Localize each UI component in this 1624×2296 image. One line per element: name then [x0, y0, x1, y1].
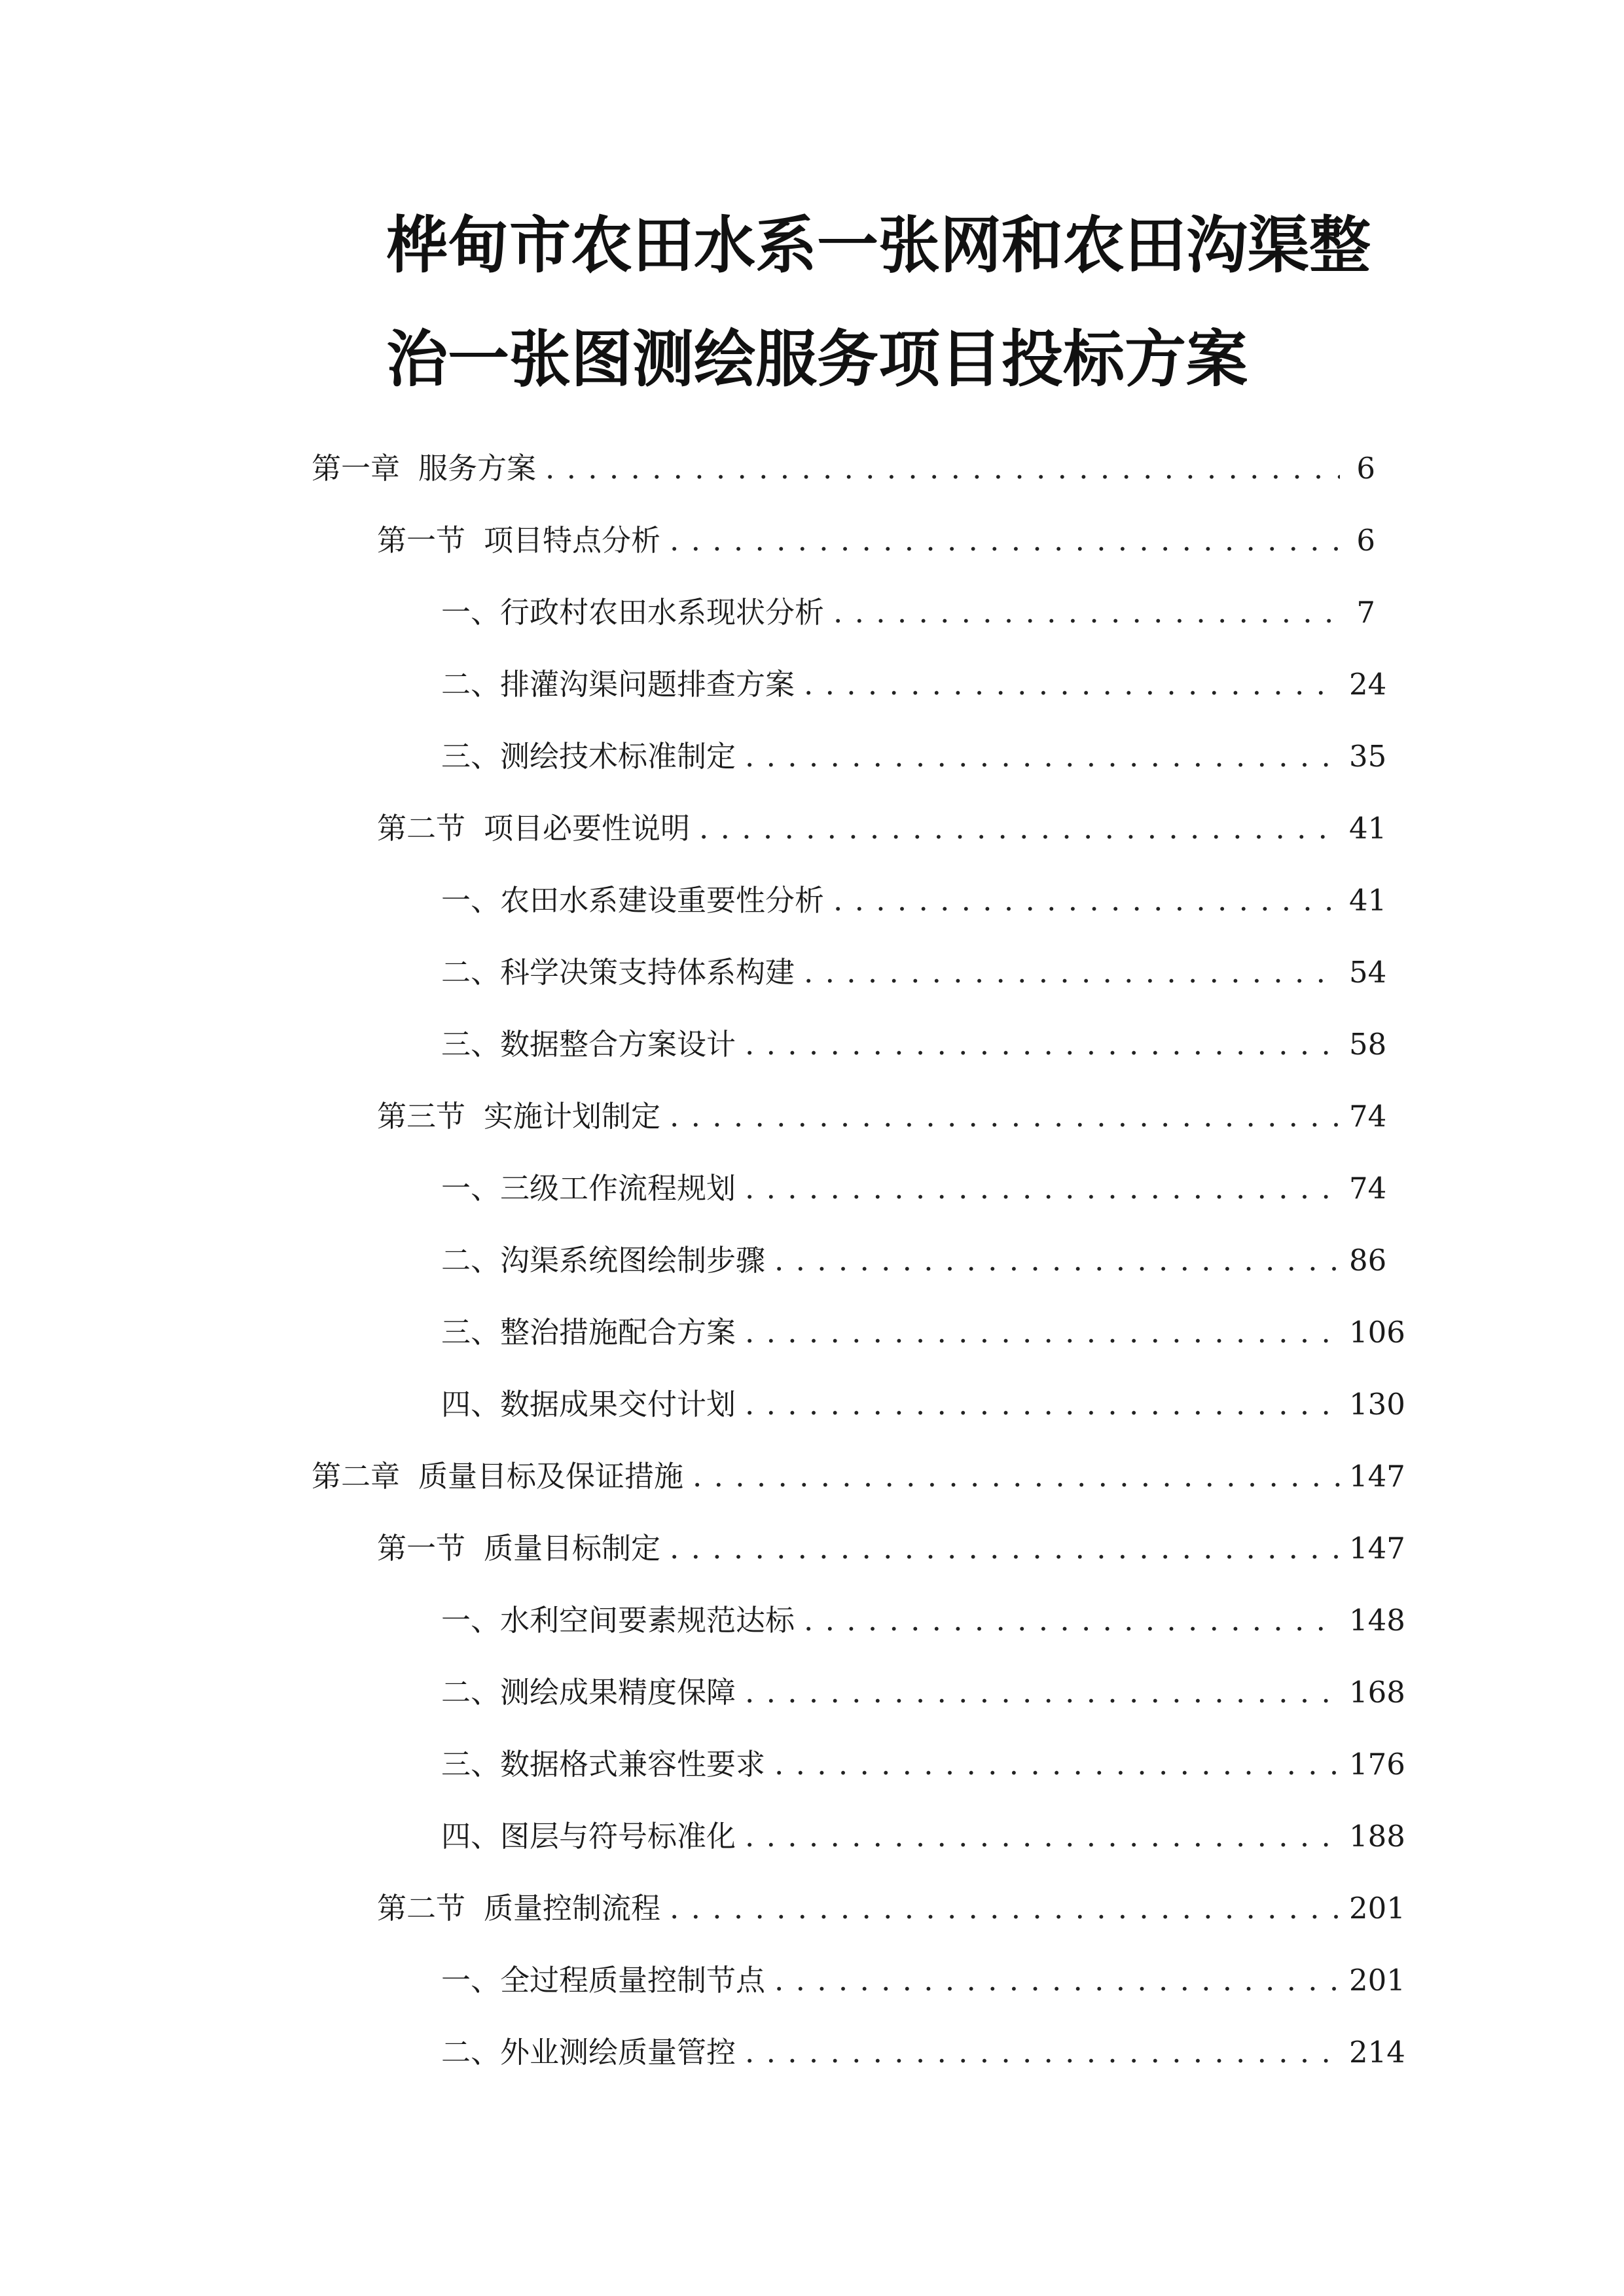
toc-entry-page: 130 — [1349, 1387, 1405, 1422]
toc-dot-leader — [670, 1528, 1340, 1570]
toc-entry-label: 水利空间要素规范达标 — [500, 1603, 795, 1638]
toc-entry-number: 三、 — [441, 1027, 501, 1062]
toc-entry-page: 7 — [1356, 595, 1375, 630]
toc-entry-number: 第二节 — [377, 811, 466, 846]
toc-entry-subsection[interactable] — [441, 1240, 1387, 1282]
toc-entry-label: 实施计划制定 — [484, 1099, 661, 1134]
toc-entry-label: 行政村农田水系现状分析 — [500, 595, 825, 630]
toc-entry-page: 74 — [1349, 1171, 1387, 1206]
toc-dot-leader — [804, 1600, 1340, 1641]
toc-entry-number: 第一节 — [377, 1531, 466, 1566]
toc-dot-leader — [699, 808, 1340, 850]
toc-entry-subsection[interactable] — [441, 1744, 1405, 1785]
toc-entry-label: 整治措施配合方案 — [500, 1315, 736, 1350]
toc-entry-number: 第一章 — [312, 451, 401, 486]
toc-entry-number: 二、 — [441, 667, 501, 702]
toc-entry-subsection[interactable] — [441, 1672, 1405, 1713]
toc-entry-page: 6 — [1356, 523, 1375, 558]
toc-entry-page: 148 — [1349, 1603, 1405, 1638]
toc-entry-page: 168 — [1349, 1675, 1405, 1710]
toc-entry-subsection[interactable] — [441, 1816, 1405, 1857]
toc-entry-page: 41 — [1349, 883, 1387, 918]
toc-entry-page: 24 — [1349, 667, 1387, 702]
toc-dot-leader — [745, 736, 1340, 778]
toc-entry-page: 147 — [1349, 1531, 1405, 1566]
toc-entry-page: 147 — [1349, 1459, 1405, 1494]
toc-entry-chapter[interactable] — [312, 1456, 1405, 1498]
toc-entry-subsection[interactable] — [441, 952, 1387, 994]
toc-entry-number: 第一节 — [377, 523, 466, 558]
toc-entry-section[interactable] — [377, 1096, 1387, 1138]
toc-entry-page: 214 — [1349, 2035, 1405, 2070]
toc-dot-leader — [804, 952, 1340, 994]
toc-entry-label: 科学决策支持体系构建 — [500, 955, 795, 990]
toc-entry-number: 一、 — [441, 595, 501, 630]
toc-entry-chapter[interactable] — [312, 448, 1375, 490]
toc-entry-number: 二、 — [441, 2035, 501, 2070]
toc-dot-leader — [833, 880, 1340, 922]
toc-entry-number: 二、 — [441, 1243, 501, 1278]
toc-entry-number: 二、 — [441, 955, 501, 990]
toc-entry-label: 数据成果交付计划 — [500, 1387, 736, 1422]
toc-entry-number: 第三节 — [377, 1099, 466, 1134]
toc-entry-subsection[interactable] — [441, 592, 1375, 634]
toc-dot-leader — [670, 1096, 1340, 1138]
toc-entry-page: 176 — [1349, 1747, 1405, 1782]
toc-entry-label: 农田水系建设重要性分析 — [500, 883, 825, 918]
toc-dot-leader — [693, 1456, 1340, 1498]
toc-entry-label: 数据格式兼容性要求 — [500, 1747, 766, 1782]
toc-entry-subsection[interactable] — [441, 2032, 1405, 2073]
toc-entry-section[interactable] — [377, 1888, 1405, 1929]
toc-dot-leader — [745, 1312, 1340, 1354]
toc-dot-leader — [833, 592, 1340, 634]
toc-entry-number: 一、 — [441, 1603, 501, 1638]
toc-entry-label: 沟渠系统图绘制步骤 — [500, 1243, 766, 1278]
toc-entry-number: 三、 — [441, 1315, 501, 1350]
toc-dot-leader — [670, 1888, 1340, 1929]
document-title-line-2: 治一张图测绘服务项目投标方案 — [386, 324, 1248, 395]
toc-entry-subsection[interactable] — [441, 1024, 1387, 1066]
toc-entry-label: 全过程质量控制节点 — [500, 1963, 766, 1998]
toc-entry-label: 服务方案 — [418, 451, 537, 486]
toc-entry-number: 一、 — [441, 883, 501, 918]
toc-entry-number: 第二节 — [377, 1891, 466, 1926]
toc-entry-subsection[interactable] — [441, 880, 1387, 922]
toc-entry-number: 第二章 — [312, 1459, 401, 1494]
toc-dot-leader — [774, 1960, 1340, 2001]
toc-entry-subsection[interactable] — [441, 1960, 1405, 2001]
toc-entry-label: 数据整合方案设计 — [500, 1027, 736, 1062]
toc-entry-subsection[interactable] — [441, 1384, 1405, 1426]
toc-dot-leader — [670, 520, 1340, 562]
toc-entry-label: 外业测绘质量管控 — [500, 2035, 736, 2070]
toc-entry-page: 188 — [1349, 1819, 1405, 1854]
toc-entry-number: 四、 — [441, 1819, 501, 1854]
toc-entry-subsection[interactable] — [441, 1168, 1387, 1210]
toc-dot-leader — [745, 2032, 1340, 2073]
toc-entry-label: 质量目标及保证措施 — [418, 1459, 684, 1494]
toc-entry-page: 58 — [1349, 1027, 1387, 1062]
toc-dot-leader — [745, 1024, 1340, 1066]
toc-dot-leader — [745, 1384, 1340, 1426]
toc-dot-leader — [804, 664, 1340, 706]
toc-entry-label: 排灌沟渠问题排查方案 — [500, 667, 795, 702]
toc-entry-section[interactable] — [377, 520, 1375, 562]
toc-entry-subsection[interactable] — [441, 1600, 1405, 1641]
toc-entry-section[interactable] — [377, 1528, 1405, 1570]
toc-entry-label: 图层与符号标准化 — [500, 1819, 736, 1854]
toc-entry-subsection[interactable] — [441, 1312, 1405, 1354]
toc-entry-label: 项目特点分析 — [484, 523, 661, 558]
document-title-line-1: 桦甸市农田水系一张网和农田沟渠整 — [386, 210, 1371, 281]
toc-entry-subsection[interactable] — [441, 736, 1387, 778]
toc-entry-page: 6 — [1356, 451, 1375, 486]
toc-entry-page: 41 — [1349, 811, 1387, 846]
toc-entry-number: 四、 — [441, 1387, 501, 1422]
toc-entry-number: 二、 — [441, 1675, 501, 1710]
toc-dot-leader — [545, 448, 1340, 490]
toc-entry-number: 三、 — [441, 1747, 501, 1782]
toc-entry-label: 测绘成果精度保障 — [500, 1675, 736, 1710]
toc-dot-leader — [745, 1672, 1340, 1713]
toc-dot-leader — [774, 1240, 1340, 1282]
toc-entry-label: 三级工作流程规划 — [500, 1171, 736, 1206]
toc-entry-subsection[interactable] — [441, 664, 1387, 706]
toc-entry-label: 测绘技术标准制定 — [500, 739, 736, 774]
toc-entry-page: 86 — [1349, 1243, 1387, 1278]
toc-entry-number: 一、 — [441, 1963, 501, 1998]
toc-dot-leader — [745, 1816, 1340, 1857]
toc-entry-page: 201 — [1349, 1963, 1405, 1998]
toc-entry-number: 一、 — [441, 1171, 501, 1206]
toc-entry-section[interactable] — [377, 808, 1387, 850]
toc-entry-page: 201 — [1349, 1891, 1405, 1926]
toc-dot-leader — [774, 1744, 1340, 1785]
toc-entry-page: 106 — [1349, 1315, 1405, 1350]
toc-entry-number: 三、 — [441, 739, 501, 774]
toc-entry-label: 质量控制流程 — [484, 1891, 661, 1926]
toc-entry-page: 74 — [1349, 1099, 1387, 1134]
toc-entry-page: 35 — [1349, 739, 1387, 774]
toc-entry-label: 质量目标制定 — [484, 1531, 661, 1566]
toc-entry-page: 54 — [1349, 955, 1387, 990]
toc-entry-label: 项目必要性说明 — [484, 811, 691, 846]
toc-dot-leader — [745, 1168, 1340, 1210]
